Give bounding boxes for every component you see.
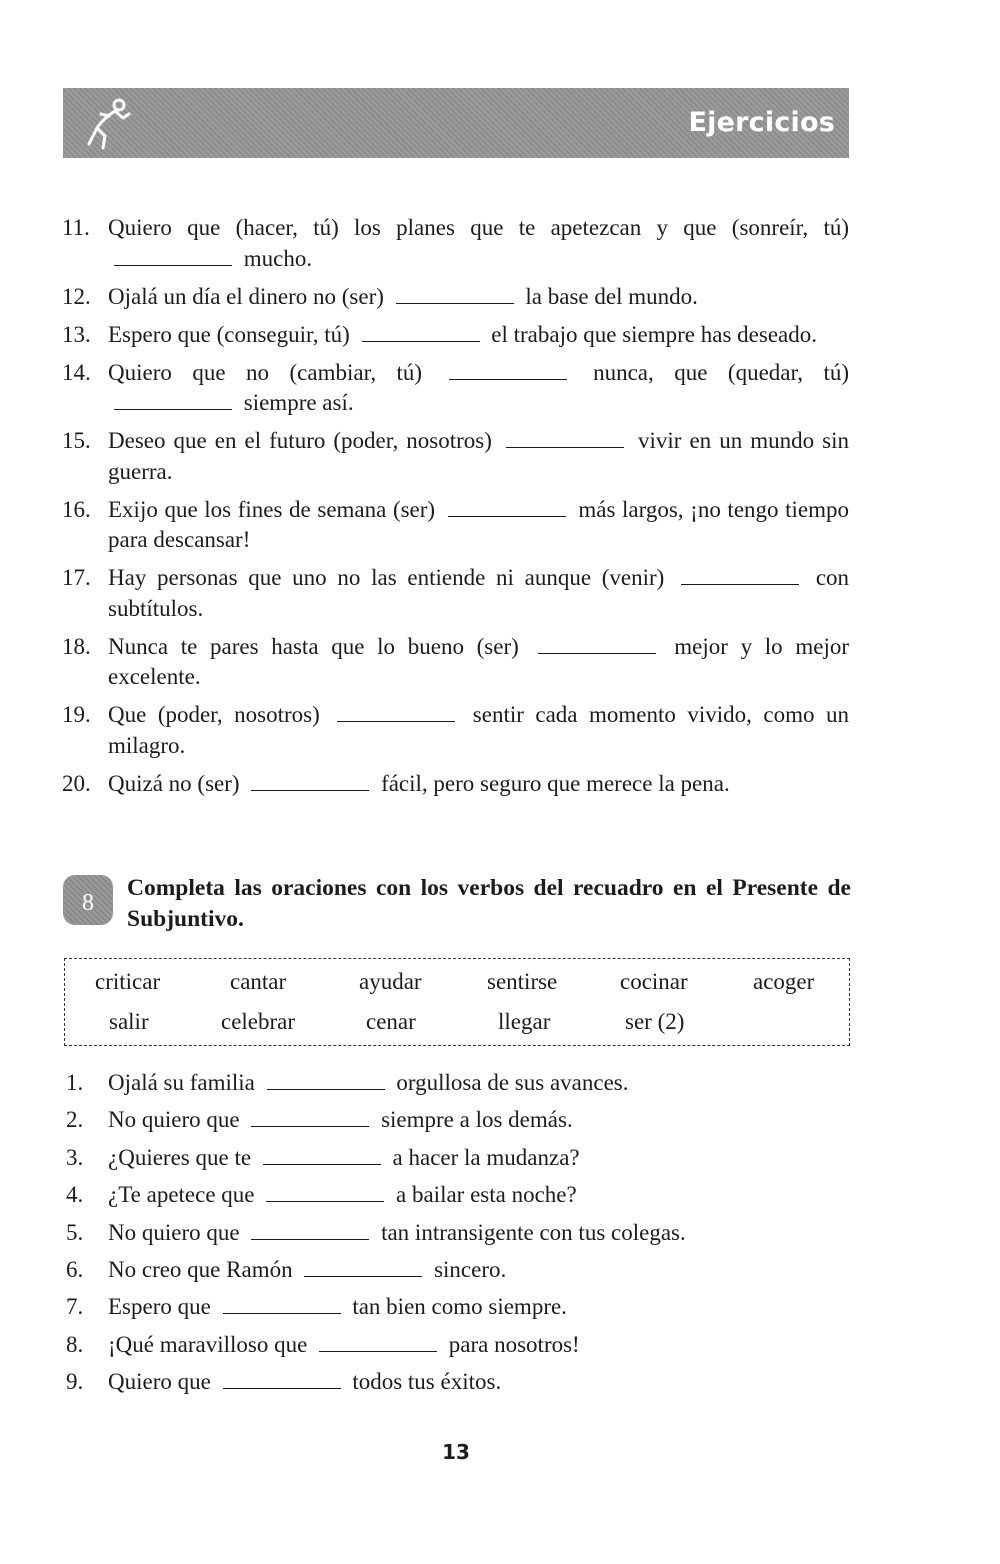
word-bank-item: ser (2) bbox=[625, 1009, 685, 1034]
exercise-item bbox=[0, 1367, 849, 1398]
item-number: 11. bbox=[62, 215, 90, 240]
item-text: a hacer la mudanza? bbox=[392, 1144, 580, 1170]
answer-blank[interactable] bbox=[263, 1146, 381, 1165]
item-text: Quiero que (hacer, tú) los planes que te apetezcan y que (sonreír, tú) bbox=[108, 215, 849, 240]
item-text: Ojalá un día el dinero no (ser) bbox=[108, 283, 384, 309]
exercise-item bbox=[0, 320, 849, 351]
item-text: ¡Qué maravilloso que bbox=[108, 1331, 308, 1357]
answer-blank[interactable] bbox=[337, 703, 455, 722]
item-text: Deseo que en el futuro (poder, nosotros) bbox=[108, 428, 492, 453]
item-text: todos tus éxitos. bbox=[352, 1369, 502, 1395]
exercise-item bbox=[0, 358, 849, 419]
exercise-7-list bbox=[0, 213, 1000, 807]
item-number: 16. bbox=[62, 496, 91, 522]
exercise-item bbox=[0, 632, 849, 693]
item-text: Exijo que los fines de semana (ser) bbox=[108, 496, 436, 522]
exercise-item bbox=[0, 769, 849, 800]
exercise-item bbox=[0, 282, 849, 313]
item-text: No quiero que bbox=[108, 1107, 240, 1133]
item-text: Espero que (conseguir, tú) bbox=[108, 321, 350, 347]
word-bank-item: cenar bbox=[366, 1009, 416, 1034]
exercise-instruction: Completa las oraciones con los verbos del recuadro en el Presente de Subjuntivo. bbox=[127, 875, 851, 932]
exercise-item bbox=[0, 1330, 849, 1361]
item-text: a bailar esta noche? bbox=[396, 1182, 577, 1208]
answer-blank[interactable] bbox=[223, 1295, 341, 1314]
item-text: más largos, ¡no tengo tiempo para descansar! bbox=[108, 496, 850, 552]
exercise-item bbox=[0, 1255, 849, 1286]
exercise-item bbox=[0, 1143, 849, 1174]
answer-blank[interactable] bbox=[319, 1333, 437, 1352]
item-text: Quizá no (ser) bbox=[108, 770, 240, 796]
word-bank-item: acoger bbox=[753, 969, 815, 994]
item-text: No quiero que bbox=[108, 1219, 240, 1245]
exercise-item bbox=[0, 700, 849, 761]
word-bank-item: celebrar bbox=[221, 1009, 296, 1034]
exercise-item bbox=[0, 495, 849, 556]
answer-blank[interactable] bbox=[681, 566, 799, 585]
item-text: nunca, que (quedar, tú) bbox=[593, 359, 850, 385]
answer-blank[interactable] bbox=[304, 1258, 422, 1277]
item-text: Quiero que bbox=[108, 1369, 211, 1395]
item-text: ¿Quieres que te bbox=[108, 1144, 252, 1170]
word-bank-item: criticar bbox=[95, 969, 161, 994]
item-text: sincero. bbox=[434, 1256, 507, 1282]
word-bank-item: salir bbox=[109, 1009, 149, 1034]
item-number: 19. bbox=[62, 702, 91, 727]
item-text: Hay personas que uno no las entiende ni aunque (venir) bbox=[108, 565, 665, 590]
word-bank-box bbox=[64, 958, 850, 1046]
answer-blank[interactable] bbox=[538, 635, 656, 654]
item-text: Ojalá su familia bbox=[108, 1070, 255, 1095]
answer-blank[interactable] bbox=[251, 1221, 369, 1240]
item-number: 13. bbox=[62, 321, 91, 347]
item-number: 9. bbox=[66, 1369, 84, 1395]
answer-blank[interactable] bbox=[396, 285, 514, 304]
item-number: 12. bbox=[62, 283, 91, 309]
exercise-item bbox=[0, 1218, 849, 1249]
section-banner bbox=[63, 88, 849, 158]
item-number: 14. bbox=[62, 359, 91, 385]
answer-blank[interactable] bbox=[449, 361, 567, 380]
item-number: 3. bbox=[66, 1144, 84, 1170]
exercise-item bbox=[0, 1068, 849, 1099]
word-bank-item: ayudar bbox=[359, 969, 422, 994]
item-text: Que (poder, nosotros) bbox=[108, 702, 320, 727]
word-bank-item: cantar bbox=[230, 969, 287, 994]
answer-blank[interactable] bbox=[266, 1183, 384, 1202]
item-text: Nunca te pares hasta que lo bueno (ser) bbox=[108, 633, 519, 659]
answer-blank[interactable] bbox=[448, 498, 566, 517]
answer-blank[interactable] bbox=[114, 391, 232, 410]
answer-blank[interactable] bbox=[223, 1370, 341, 1389]
answer-blank[interactable] bbox=[267, 1071, 385, 1090]
word-bank-item: cocinar bbox=[620, 969, 688, 994]
page-number: 13 bbox=[442, 1440, 470, 1464]
item-number: 7. bbox=[66, 1294, 84, 1320]
stretching-person-icon bbox=[79, 94, 139, 154]
section-title: Ejercicios bbox=[688, 107, 835, 138]
item-text: para nosotros! bbox=[448, 1331, 580, 1357]
exercise-8-list bbox=[0, 1068, 1000, 1405]
item-text: con subtítulos. bbox=[108, 565, 850, 621]
word-bank-item: sentirse bbox=[487, 969, 558, 994]
answer-blank[interactable] bbox=[506, 429, 624, 448]
item-text: mejor y lo mejor excelente. bbox=[108, 633, 850, 689]
item-text: tan intransigente con tus colegas. bbox=[381, 1219, 686, 1245]
item-number: 15. bbox=[62, 428, 91, 453]
item-text: ¿Te apetece que bbox=[108, 1182, 255, 1208]
item-number: 4. bbox=[66, 1182, 84, 1208]
item-text: sentir cada momento vivido, como un milagro. bbox=[108, 702, 849, 758]
item-number: 5. bbox=[66, 1219, 84, 1245]
item-number: 18. bbox=[62, 633, 91, 659]
item-number: 2. bbox=[66, 1107, 84, 1133]
item-number: 20. bbox=[62, 770, 91, 796]
exercise-item bbox=[0, 1180, 849, 1211]
exercise-number-badge: 8 bbox=[63, 875, 113, 925]
item-number: 1. bbox=[66, 1070, 84, 1095]
item-text: el trabajo que siempre has deseado. bbox=[491, 321, 817, 347]
item-text: vivir en un mundo sin guerra. bbox=[108, 428, 850, 484]
answer-blank[interactable] bbox=[114, 247, 232, 266]
item-number: 8. bbox=[66, 1331, 84, 1357]
exercise-item bbox=[0, 426, 849, 487]
item-text: Quiero que no (cambiar, tú) bbox=[108, 359, 423, 385]
item-text: siempre así. bbox=[243, 390, 354, 415]
item-text: tan bien como siempre. bbox=[352, 1294, 567, 1320]
item-text: la base del mundo. bbox=[525, 283, 698, 309]
item-number: 17. bbox=[62, 565, 91, 590]
item-text: fácil, pero seguro que merece la pena. bbox=[381, 770, 730, 796]
item-text: orgullosa de sus avances. bbox=[396, 1070, 629, 1095]
answer-blank[interactable] bbox=[251, 1108, 369, 1127]
item-text: Espero que bbox=[108, 1294, 211, 1320]
answer-blank[interactable] bbox=[251, 772, 369, 791]
item-text: No creo que Ramón bbox=[108, 1256, 293, 1282]
item-number: 6. bbox=[66, 1256, 84, 1282]
exercise-item bbox=[0, 1292, 849, 1323]
exercise-item bbox=[0, 1105, 849, 1136]
answer-blank[interactable] bbox=[362, 323, 480, 342]
item-text: mucho. bbox=[243, 245, 313, 271]
exercise-item bbox=[0, 213, 849, 274]
item-text: siempre a los demás. bbox=[381, 1107, 573, 1133]
exercise-item bbox=[0, 563, 849, 624]
word-bank-item: llegar bbox=[498, 1009, 551, 1034]
